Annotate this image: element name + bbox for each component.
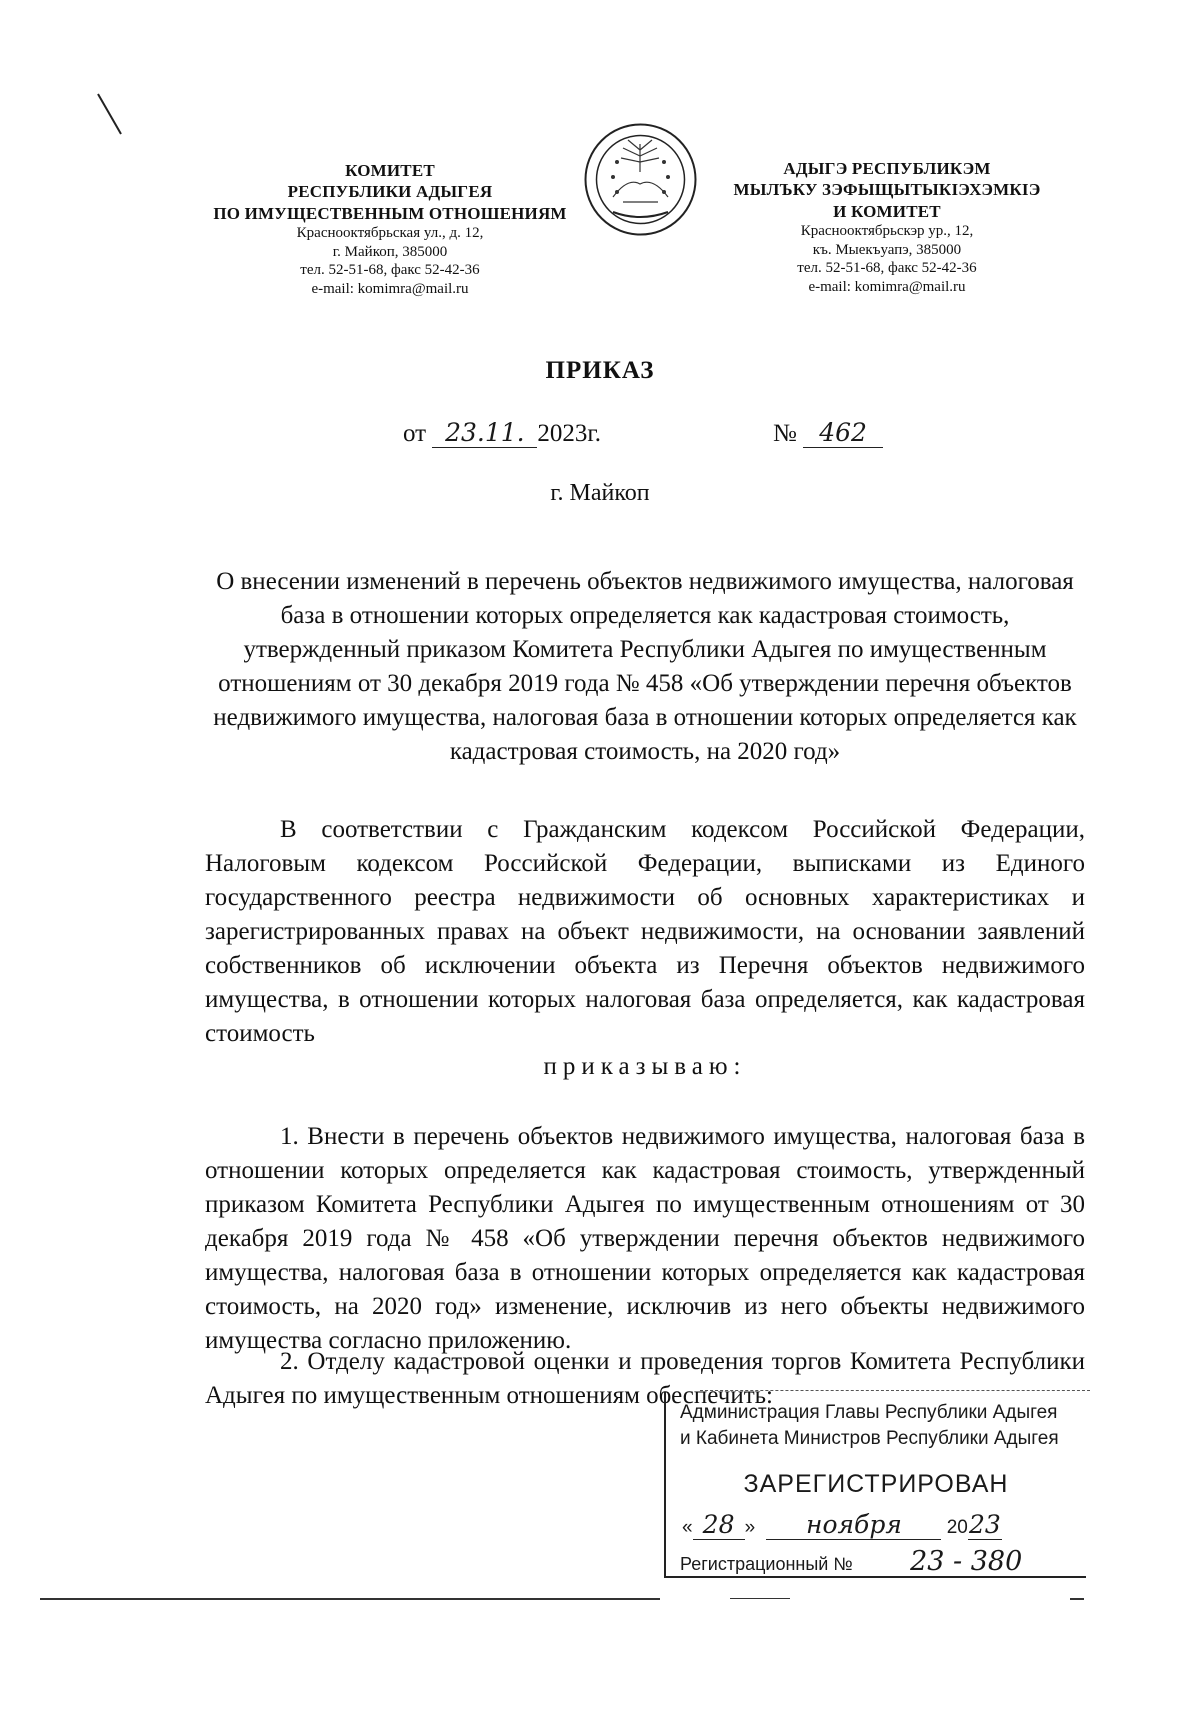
org-address-line: г. Майкоп, 385000 xyxy=(332,243,448,260)
date-handwritten: 23.11. xyxy=(432,418,537,448)
stamp-year-prefix: 20 xyxy=(946,1517,968,1538)
registration-stamp xyxy=(664,1392,1086,1578)
page-bottom-rule xyxy=(1070,1598,1084,1600)
stamp-month: ноября xyxy=(766,1510,941,1540)
stamp-status: ЗАРЕГИСТРИРОВАН xyxy=(743,1470,1009,1498)
stamp-day: 28 xyxy=(693,1510,745,1540)
org-email-line: e-mail: komimra@mail.ru xyxy=(808,279,966,295)
org-address-line: Краснооктябрьскэр ур., 12, xyxy=(800,222,974,239)
stamp-year-suffix: 23 xyxy=(968,1510,1001,1539)
header-left-organization xyxy=(200,160,580,299)
org-name-line: И КОМИТЕТ xyxy=(833,201,941,221)
number-prefix: № xyxy=(773,420,797,447)
stamp-reg-number: 23 - 380 xyxy=(864,1546,1069,1578)
corner-mark xyxy=(95,92,125,137)
item-2-paragraph: 2. Отделу кадастровой оценки и проведения торгов Комитета Республики Адыгея по имущественным отношениям обеспечить: xyxy=(205,1348,1085,1409)
stamp-top-border xyxy=(700,1390,1090,1391)
org-phone-line: тел. 52-51-68, факс 52-42-36 xyxy=(797,260,977,277)
page-bottom-rule xyxy=(40,1598,660,1600)
org-name-line: МЫЛЪКУ ЗЭФЫЩЫТЫКIЭХЭМКIЭ xyxy=(733,180,1041,200)
org-address-line: къ. Мыекъуапэ, 385000 xyxy=(812,241,962,258)
stamp-authority-line: Администрация Главы Республики Адыгея xyxy=(680,1402,1058,1423)
order-subject: О внесении изменений в перечень объектов недвижимого имущества, налоговая база в отношении которых определяется как кадастровая стоимость, утвержденный приказом Комитета Республики Адыгея по имущественным отношениям от 30 декабря 2019 года № 458 «Об утверждении перечня объектов недвижимого имущества, налоговая база в отношении которых определяется как кадастровая стоимость, на 2020 год» xyxy=(213,568,1077,765)
preamble-paragraph: В соответствии с Гражданским кодексом Российской Федерации, Налоговым кодексом Российской Федерации, выписками из Единого государственного реестра недвижимости об основных характеристиках и зарегистрированных правах на объект недвижимости, на основании заявлений собственников об исключении объекта из Перечня объектов недвижимого имущества, в отношении которых налоговая база определяется, как кадастровая стоимость xyxy=(205,816,1085,1047)
stamp-reg-label: Регистрационный № xyxy=(680,1554,853,1574)
decree-line: приказываю: xyxy=(543,1053,747,1080)
order-date xyxy=(403,418,601,448)
order-number xyxy=(773,418,883,448)
stamp-authority-line: и Кабинета Министров Республики Адыгея xyxy=(680,1428,1059,1449)
org-address-line: Краснооктябрьская ул., д. 12, xyxy=(296,224,484,241)
document-title: ПРИКАЗ xyxy=(545,357,655,384)
stamp-registration-row xyxy=(680,1546,1080,1578)
date-prefix: от xyxy=(403,420,427,447)
org-phone-line: тел. 52-51-68, факс 52-42-36 xyxy=(300,262,480,279)
date-year: 2023г. xyxy=(537,420,602,447)
adygea-coat-of-arms-icon xyxy=(583,122,698,237)
header-right-organization xyxy=(712,158,1062,297)
number-handwritten: 462 xyxy=(803,418,883,448)
stamp-date-row: « 28 » ноября 2023 xyxy=(682,1510,1001,1539)
org-name-line: ПО ИМУЩЕСТВЕННЫМ ОТНОШЕНИЯМ xyxy=(213,203,567,223)
city-line: г. Майкоп xyxy=(550,480,650,506)
page-bottom-rule xyxy=(730,1598,790,1599)
org-name-line: РЕСПУБЛИКИ АДЫГЕЯ xyxy=(287,182,493,202)
org-email-line: e-mail: komimra@mail.ru xyxy=(311,281,469,297)
org-name-line: КОМИТЕТ xyxy=(345,161,435,180)
org-name-line: АДЫГЭ РЕСПУБЛИКЭМ xyxy=(783,159,991,178)
item-1-paragraph: 1. Внести в перечень объектов недвижимого имущества, налоговая база в отношении которых определяется как кадастровая стоимость, утвержденный приказом Комитета Республики Адыгея по имущественным отношениям от 30 декабря 2019 года № 458 «Об утверждении перечня объектов недвижимого имущества, налоговая база в отношении которых определяется как кадастровая стоимость, на 2020 год» изменение, исключив из него объекты недвижимого имущества согласно приложению. xyxy=(205,1123,1085,1354)
